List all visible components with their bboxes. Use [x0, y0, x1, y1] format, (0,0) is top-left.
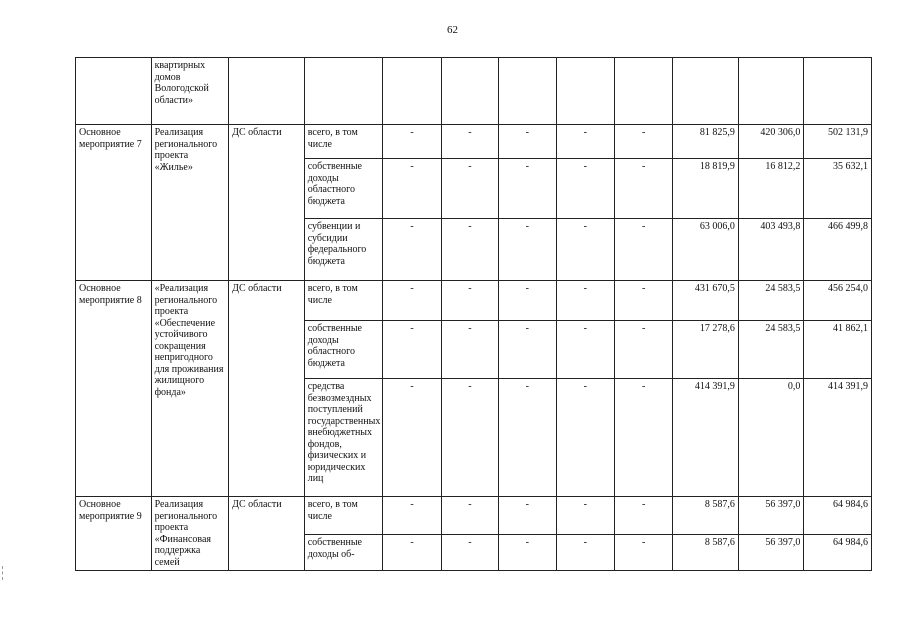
empty-value-cell: - — [441, 125, 498, 159]
empty-value-cell: - — [615, 159, 673, 219]
empty-value-cell: - — [556, 281, 614, 321]
amount-cell: 466 499,8 — [804, 219, 872, 281]
measure-name-cell: Основное мероприятие 8 — [76, 281, 152, 497]
funding-source-cell: собственные доходы об- — [304, 535, 383, 571]
amount-cell: 414 391,9 — [804, 379, 872, 497]
empty-value-cell: - — [383, 535, 441, 571]
empty-value-cell: - — [499, 321, 556, 379]
funding-source-cell: всего, в том числе — [304, 281, 383, 321]
empty-value-cell: - — [441, 535, 498, 571]
executor-cell: ДС области — [229, 497, 305, 571]
empty-value-cell: - — [615, 379, 673, 497]
empty-value-cell: - — [615, 321, 673, 379]
measure-name-cell: Основное мероприятие 7 — [76, 125, 152, 281]
empty-value-cell: - — [383, 379, 441, 497]
empty-value-cell: - — [615, 535, 673, 571]
amount-cell: 41 862,1 — [804, 321, 872, 379]
empty-value-cell: - — [615, 219, 673, 281]
amount-cell: 63 006,0 — [673, 219, 738, 281]
amount-cell: 403 493,8 — [738, 219, 803, 281]
table-row — [76, 58, 872, 125]
amount-cell: 8 587,6 — [673, 497, 738, 535]
empty-value-cell: - — [383, 321, 441, 379]
empty-value-cell: - — [383, 219, 441, 281]
amount-cell: 64 984,6 — [804, 535, 872, 571]
funding-source-cell: всего, в том числе — [304, 125, 383, 159]
amount-cell: 56 397,0 — [738, 535, 803, 571]
empty-value-cell: - — [441, 321, 498, 379]
empty-value-cell: - — [556, 321, 614, 379]
amount-cell: 35 632,1 — [804, 159, 872, 219]
table-row — [76, 497, 872, 535]
amount-cell: 0,0 — [738, 379, 803, 497]
empty-value-cell: - — [556, 159, 614, 219]
empty-value-cell: - — [499, 535, 556, 571]
empty-value-cell: - — [499, 159, 556, 219]
empty-value-cell: - — [441, 159, 498, 219]
amount-cell: 56 397,0 — [738, 497, 803, 535]
project-cell: квартирных домов Вологодской области» — [151, 58, 229, 125]
empty-value-cell: - — [499, 497, 556, 535]
executor-cell: ДС области — [229, 281, 305, 497]
binding-mark — [2, 566, 4, 580]
amount-cell: 64 984,6 — [804, 497, 872, 535]
empty-value-cell: - — [556, 219, 614, 281]
empty-value-cell: - — [499, 219, 556, 281]
empty-value-cell: - — [499, 281, 556, 321]
project-cell: Реализация регионального проекта «Финансовая поддержка семей — [151, 497, 229, 571]
project-cell: «Реализация регионального проекта «Обеспечение устойчивого сокращения непригодного для проживания жилищного фонда» — [151, 281, 229, 497]
empty-value-cell: - — [383, 497, 441, 535]
funding-source-cell: собственные доходы областного бюджета — [304, 321, 383, 379]
empty-value-cell: - — [556, 125, 614, 159]
amount-cell: 24 583,5 — [738, 281, 803, 321]
empty-value-cell: - — [499, 379, 556, 497]
empty-value-cell: - — [615, 497, 673, 535]
empty-value-cell: - — [383, 159, 441, 219]
empty-value-cell: - — [556, 535, 614, 571]
amount-cell: 16 812,2 — [738, 159, 803, 219]
amount-cell: 431 670,5 — [673, 281, 738, 321]
empty-value-cell: - — [615, 281, 673, 321]
funding-source-cell: средства безвозмездных поступлений государственных внебюджетных фондов, физических и юридических лиц — [304, 379, 383, 497]
empty-value-cell: - — [383, 125, 441, 159]
measure-name-cell: Основное мероприятие 9 — [76, 497, 152, 571]
page-number: 62 — [447, 24, 458, 36]
empty-value-cell: - — [441, 219, 498, 281]
amount-cell: 18 819,9 — [673, 159, 738, 219]
empty-value-cell: - — [383, 281, 441, 321]
table-row — [76, 125, 872, 159]
empty-value-cell: - — [615, 125, 673, 159]
funding-source-cell: собственные доходы областного бюджета — [304, 159, 383, 219]
table-row — [76, 281, 872, 321]
empty-value-cell: - — [441, 379, 498, 497]
amount-cell: 420 306,0 — [738, 125, 803, 159]
amount-cell: 414 391,9 — [673, 379, 738, 497]
project-cell: Реализация регионального проекта «Жилье» — [151, 125, 229, 281]
funding-source-cell: всего, в том числе — [304, 497, 383, 535]
funding-source-cell: субвенции и субсидии федерального бюджета — [304, 219, 383, 281]
empty-value-cell: - — [441, 497, 498, 535]
empty-value-cell: - — [556, 497, 614, 535]
amount-cell: 456 254,0 — [804, 281, 872, 321]
budget-table — [75, 57, 872, 571]
empty-value-cell: - — [499, 125, 556, 159]
amount-cell: 8 587,6 — [673, 535, 738, 571]
amount-cell: 24 583,5 — [738, 321, 803, 379]
empty-value-cell: - — [556, 379, 614, 497]
amount-cell: 502 131,9 — [804, 125, 872, 159]
executor-cell: ДС области — [229, 125, 305, 281]
amount-cell: 17 278,6 — [673, 321, 738, 379]
amount-cell: 81 825,9 — [673, 125, 738, 159]
empty-value-cell: - — [441, 281, 498, 321]
